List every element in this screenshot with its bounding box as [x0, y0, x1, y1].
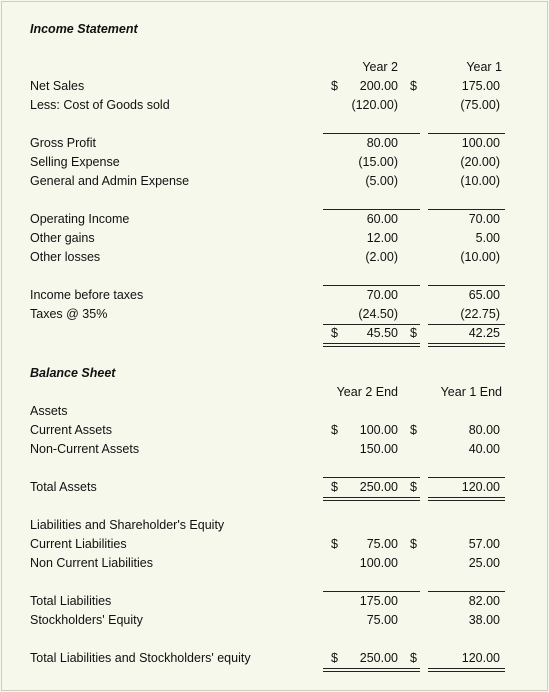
income-statement-col-header-year2: Year 2: [362, 60, 398, 74]
balance-sheet-value-year2: 175.00: [359, 594, 398, 608]
income-statement-double-rule-year2: [323, 343, 420, 344]
balance-sheet-value-year1: 38.00: [468, 613, 500, 627]
income-statement-currency-symbol-year1: $: [410, 79, 417, 93]
income-statement-value-year2: (2.00): [365, 250, 398, 264]
balance-sheet-row-label: Total Liabilities: [30, 594, 112, 608]
balance-sheet-row-label: Total Assets: [30, 480, 97, 494]
balance-sheet-currency-symbol-year1: $: [410, 423, 417, 437]
balance-sheet-col-header-year1: Year 1 End: [440, 385, 502, 399]
balance-sheet-value-year1: 120.00: [461, 480, 500, 494]
balance-sheet-currency-symbol-year2: $: [331, 423, 338, 437]
income-statement-row-label: Income before taxes: [30, 288, 144, 302]
income-statement-value-year2: 70.00: [366, 288, 398, 302]
income-statement-value-year2: 12.00: [366, 231, 398, 245]
income-statement-value-year1: (10.00): [460, 250, 500, 264]
income-statement-value-year1: (10.00): [460, 174, 500, 188]
income-statement-double-rule-year2: [323, 346, 420, 347]
balance-sheet-value-year1: 120.00: [461, 651, 500, 665]
balance-sheet-value-year2: 250.00: [359, 480, 398, 494]
income-statement-value-year2: 80.00: [366, 136, 398, 150]
income-statement-value-year2: 45.50: [366, 326, 398, 340]
balance-sheet-row-label: Current Liabilities: [30, 537, 127, 551]
balance-sheet-row-label: Non-Current Assets: [30, 442, 140, 456]
income-statement-double-rule-year1: [428, 343, 505, 344]
balance-sheet-rule-year2: [323, 477, 420, 478]
balance-sheet-value-year2: 150.00: [359, 442, 398, 456]
balance-sheet-value-year1: 82.00: [468, 594, 500, 608]
balance-sheet-rule-year1: [428, 477, 505, 478]
income-statement-rule-year1: [428, 285, 505, 286]
income-statement-value-year2: (15.00): [358, 155, 398, 169]
income-statement-row-label: Less: Cost of Goods sold: [30, 98, 170, 112]
balance-sheet-currency-symbol-year2: $: [331, 651, 338, 665]
income-statement-value-year1: (75.00): [460, 98, 500, 112]
balance-sheet-double-rule-year2: [323, 500, 420, 501]
income-statement-value-year2: 200.00: [359, 79, 398, 93]
balance-sheet-col-header-year2: Year 2 End: [336, 385, 398, 399]
balance-sheet-value-year2: 250.00: [359, 651, 398, 665]
income-statement-row-label: Other losses: [30, 250, 101, 264]
balance-sheet-value-year1: 25.00: [468, 556, 500, 570]
income-statement-rule-year1: [428, 133, 505, 134]
income-statement-row-label: Gross Profit: [30, 136, 96, 150]
income-statement-rule-year1: [428, 324, 505, 325]
balance-sheet-rule-year1: [428, 591, 505, 592]
balance-sheet-value-year2: 75.00: [366, 613, 398, 627]
income-statement-currency-symbol-year1: $: [410, 326, 417, 340]
balance-sheet-row-label: Non Current Liabilities: [30, 556, 153, 570]
balance-sheet-double-rule-year1: [428, 668, 505, 669]
balance-sheet-currency-symbol-year1: $: [410, 537, 417, 551]
income-statement-value-year2: 60.00: [366, 212, 398, 226]
income-statement-col-header-year1: Year 1: [466, 60, 502, 74]
balance-sheet-row-label: Current Assets: [30, 423, 112, 437]
income-statement-value-year1: 42.25: [468, 326, 500, 340]
balance-sheet-value-year2: 75.00: [366, 537, 398, 551]
balance-sheet-double-rule-year2: [323, 497, 420, 498]
income-statement-rule-year1: [428, 209, 505, 210]
balance-sheet-double-rule-year2: [323, 671, 420, 672]
balance-sheet-double-rule-year2: [323, 668, 420, 669]
balance-sheet-row-label: Assets: [30, 404, 68, 418]
income-statement-value-year1: (20.00): [460, 155, 500, 169]
income-statement-value-year1: 100.00: [461, 136, 500, 150]
balance-sheet-value-year2: 100.00: [359, 423, 398, 437]
balance-sheet-currency-symbol-year2: $: [331, 480, 338, 494]
income-statement-row-label: Taxes @ 35%: [30, 307, 108, 321]
income-statement-row-label: Other gains: [30, 231, 95, 245]
income-statement-value-year1: 65.00: [468, 288, 500, 302]
balance-sheet-value-year1: 40.00: [468, 442, 500, 456]
balance-sheet-row-label: Total Liabilities and Stockholders' equity: [30, 651, 251, 665]
balance-sheet-double-rule-year1: [428, 671, 505, 672]
balance-sheet-value-year1: 57.00: [468, 537, 500, 551]
income-statement-value-year2: (5.00): [365, 174, 398, 188]
income-statement-value-year1: 70.00: [468, 212, 500, 226]
balance-sheet-row-label: Stockholders' Equity: [30, 613, 143, 627]
balance-sheet-rule-year2: [323, 591, 420, 592]
income-statement-row-label: Selling Expense: [30, 155, 120, 169]
income-statement-value-year1: 175.00: [461, 79, 500, 93]
income-statement-double-rule-year1: [428, 346, 505, 347]
balance-sheet-currency-symbol-year1: $: [410, 651, 417, 665]
income-statement-row-label: Operating Income: [30, 212, 130, 226]
income-statement-rule-year2: [323, 324, 420, 325]
income-statement-currency-symbol-year2: $: [331, 79, 338, 93]
income-statement-value-year2: (24.50): [358, 307, 398, 321]
income-statement-title: Income Statement: [30, 22, 138, 36]
income-statement-rule-year2: [323, 285, 420, 286]
balance-sheet-value-year1: 80.00: [468, 423, 500, 437]
balance-sheet-double-rule-year1: [428, 497, 505, 498]
balance-sheet-value-year2: 100.00: [359, 556, 398, 570]
income-statement-rule-year2: [323, 133, 420, 134]
income-statement-value-year1: (22.75): [460, 307, 500, 321]
income-statement-rule-year2: [323, 209, 420, 210]
income-statement-row-label: Net Sales: [30, 79, 85, 93]
income-statement-row-label: General and Admin Expense: [30, 174, 190, 188]
balance-sheet-row-label: Liabilities and Shareholder's Equity: [30, 518, 225, 532]
balance-sheet-double-rule-year1: [428, 500, 505, 501]
balance-sheet-currency-symbol-year2: $: [331, 537, 338, 551]
balance-sheet-title: Balance Sheet: [30, 366, 116, 380]
income-statement-value-year2: (120.00): [351, 98, 398, 112]
income-statement-value-year1: 5.00: [475, 231, 500, 245]
income-statement-currency-symbol-year2: $: [331, 326, 338, 340]
balance-sheet-currency-symbol-year1: $: [410, 480, 417, 494]
